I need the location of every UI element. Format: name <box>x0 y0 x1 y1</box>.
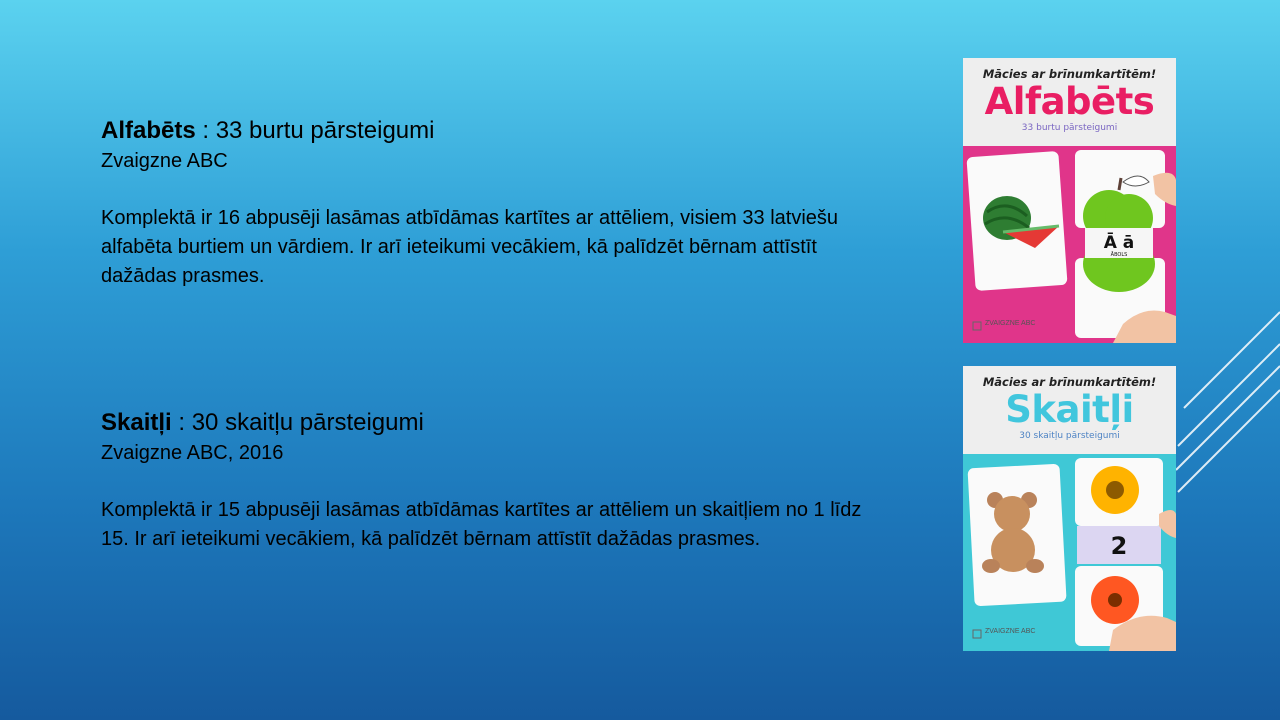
book-entry-skaitli <box>101 408 881 554</box>
cover-header <box>963 58 1176 146</box>
book-description: Komplektā ir 16 abpusēji lasāmas atbīdāmas kartītes ar attēliem, visiem 33 latviešu alfabēta burtiem un vārdiem. Ir arī ieteikumi vecākiem, kā palīdzēt bērnam attīstīt dažādas prasmes. <box>101 207 839 287</box>
card-word: ĀBOLS <box>1110 252 1128 258</box>
book-publisher: Zvaigzne ABC, 2016 <box>101 442 284 464</box>
cover-series: Mācies ar brīnumkartītēm! <box>982 375 1157 389</box>
card-number: 2 <box>1110 532 1128 560</box>
book-cover-alfabets <box>963 58 1176 343</box>
cover-subtitle: 30 skaitļu pārsteigumi <box>1019 431 1120 441</box>
flower-icon-bottom <box>1091 576 1139 624</box>
book-title <box>101 116 881 146</box>
cover-artwork <box>963 146 1176 343</box>
book-title-subtitle: : 30 skaitļu pārsteigumi <box>171 409 424 436</box>
book-title-bold: Alfabēts <box>101 117 196 144</box>
book-description: Komplektā ir 15 abpusēji lasāmas atbīdāmas kartītes ar attēliem un skaitļiem no 1 līdz 15. Ir arī ieteikumi vecākiem, kā palīdzēt bērnam attīstīt dažādas prasmes. <box>101 499 862 550</box>
cover-title: Skaitļi <box>1005 388 1134 431</box>
decorative-diagonal-lines <box>1160 300 1280 520</box>
cover-header <box>963 366 1176 454</box>
card-letters: Ā ā <box>1103 233 1135 253</box>
cover-artwork <box>963 454 1176 651</box>
flower-icon-top <box>1091 466 1139 514</box>
book-publisher: Zvaigzne ABC <box>101 150 228 172</box>
cover-publisher-mark: ZVAIGZNE ABC <box>985 320 1036 327</box>
book-entry-alfabets <box>101 116 881 291</box>
book-cover-skaitli <box>963 366 1176 651</box>
book-title-bold: Skaitļi <box>101 409 172 436</box>
cover-title: Alfabēts <box>984 80 1155 123</box>
cover-publisher-mark: ZVAIGZNE ABC <box>985 628 1036 635</box>
book-title-subtitle: : 33 burtu pārsteigumi <box>195 117 435 144</box>
cover-subtitle: 33 burtu pārsteigumi <box>1021 123 1118 133</box>
book-title <box>101 408 881 438</box>
cover-series: Mācies ar brīnumkartītēm! <box>982 67 1157 81</box>
